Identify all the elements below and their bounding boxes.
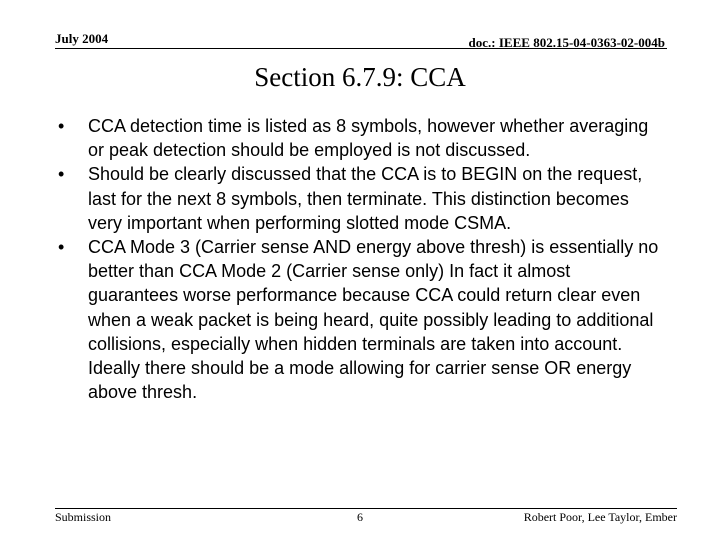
bullet-dot-icon: • — [58, 116, 65, 136]
slide-title: Section 6.7.9: CCA — [254, 62, 466, 92]
bullet-item — [56, 162, 664, 235]
header-divider — [55, 48, 667, 49]
bullet-list — [56, 114, 664, 404]
header-date: July 2004 — [55, 31, 109, 46]
bullet-item — [56, 114, 664, 162]
footer-authors: Robert Poor, Lee Taylor, Ember — [523, 510, 677, 524]
footer-divider — [55, 508, 677, 509]
bullet-text: Should be clearly discussed that the CCA is to BEGIN on the request, last for the next 8 symbols, then terminate. This distinction becomes very important when performing slotted mode CSMA. — [88, 164, 643, 233]
bullet-text: CCA Mode 3 (Carrier sense AND energy above thresh) is essentially no better than CCA Mode 2 (Carrier sense only) In fact it almost guarantees worse performance because CCA could return clear even when a weak packet is being heard, quite possibly leading to additional collisions, especially when hidden terminals are taken into account. Ideally there should be a mode allowing for carrier sense OR energy above thresh. — [88, 237, 659, 403]
footer-submission: Submission — [55, 510, 112, 524]
header-doc-id: doc.: IEEE 802.15-04-0363-02-004b — [468, 35, 665, 50]
bullet-item — [56, 235, 664, 404]
bullet-text: CCA detection time is listed as 8 symbols, however whether averaging or peak detection should be employed is not discussed. — [88, 116, 649, 161]
footer-page-number: 6 — [357, 510, 363, 524]
bullet-dot-icon: • — [58, 164, 65, 185]
bullet-dot-icon: • — [58, 237, 65, 258]
